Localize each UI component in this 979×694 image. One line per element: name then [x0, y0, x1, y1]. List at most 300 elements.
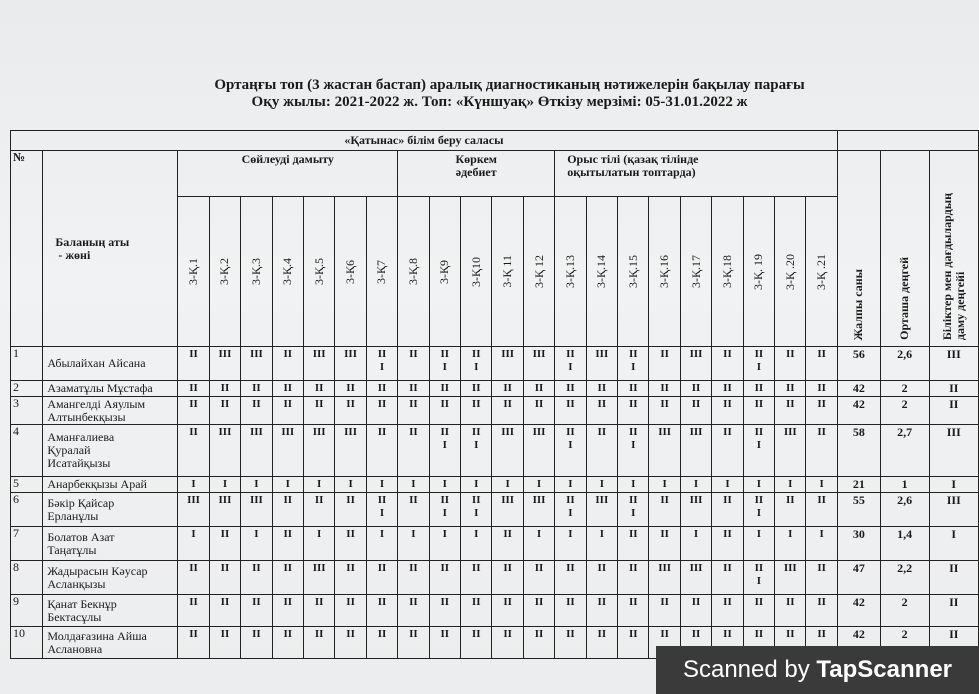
table-row — [11, 397, 979, 425]
row-number: 6 — [11, 493, 43, 527]
level-cell: I — [335, 477, 366, 493]
level-cell: II — [461, 595, 492, 627]
level-cell: II — [178, 561, 209, 595]
document-subtitle: Оқу жылы: 2021-2022 ж. Топ: «Күншуақ» Өткізу мерзімі: 05-31.01.2022 ж — [251, 94, 748, 110]
table-row — [11, 477, 979, 493]
level-cell: II — [461, 397, 492, 425]
row-number: 10 — [11, 627, 43, 659]
level-cell: II — [335, 381, 366, 397]
level-cell: I — [555, 477, 586, 493]
level-result-cell: III — [929, 347, 978, 381]
level-cell: II — [712, 425, 743, 477]
level-cell: II — [523, 627, 554, 659]
level-cell: II — [272, 381, 303, 397]
criterion-code-header: 3-Қ.3 — [241, 197, 272, 347]
criterion-code-header: 3-Қ.16 — [649, 197, 680, 347]
table-row — [11, 381, 979, 397]
level-cell: II — [335, 493, 366, 527]
level-cell: I — [712, 477, 743, 493]
level-cell: I — [523, 477, 554, 493]
level-cell: II — [712, 381, 743, 397]
group-header-russian: Орыс тілі (қазақ тілінде оқытылатын топтарда) — [555, 151, 838, 197]
level-cell: I — [429, 527, 460, 561]
level-cell: II — [335, 397, 366, 425]
level-cell: II I — [555, 425, 586, 477]
level-cell: II — [335, 627, 366, 659]
level-cell: II — [272, 561, 303, 595]
row-number: 7 — [11, 527, 43, 561]
level-cell: II — [461, 627, 492, 659]
criterion-code-header: 3-Қ.2 — [209, 197, 240, 347]
level-cell: I — [743, 527, 774, 561]
level-cell: II — [649, 493, 680, 527]
level-cell: II — [618, 527, 649, 561]
level-result-cell: II — [929, 397, 978, 425]
level-cell: II — [775, 595, 806, 627]
level-cell: II — [303, 397, 334, 425]
level-cell: II — [398, 397, 429, 425]
level-cell: II — [806, 425, 837, 477]
level-cell: I — [303, 477, 334, 493]
level-cell: I — [649, 477, 680, 493]
total-header: Жалпы саны — [837, 151, 880, 347]
level-cell: III — [272, 425, 303, 477]
level-cell: II — [806, 627, 837, 659]
level-cell: II — [806, 397, 837, 425]
child-name: Азаматұлы Мұстафа — [43, 381, 178, 397]
level-cell: II — [492, 561, 523, 595]
level-cell: II — [209, 627, 240, 659]
level-cell: II — [398, 381, 429, 397]
level-cell: II — [366, 627, 397, 659]
level-cell: III — [303, 561, 334, 595]
level-cell: II — [241, 627, 272, 659]
level-cell: II — [241, 561, 272, 595]
level-cell: II — [178, 381, 209, 397]
level-cell: I — [461, 527, 492, 561]
level-cell: I — [586, 527, 617, 561]
level-cell: II — [743, 627, 774, 659]
level-cell: II I — [743, 561, 774, 595]
level-cell: III — [209, 425, 240, 477]
level-cell: II — [272, 627, 303, 659]
level-cell: II — [398, 493, 429, 527]
level-cell: II — [649, 397, 680, 425]
level-cell: I — [775, 477, 806, 493]
criterion-code-header: 3-Қ.13 — [555, 197, 586, 347]
level-cell: II I — [555, 347, 586, 381]
level-cell: III — [209, 493, 240, 527]
level-cell: II — [775, 627, 806, 659]
level-cell: III — [335, 425, 366, 477]
average-cell: 1 — [880, 477, 929, 493]
level-cell: III — [209, 347, 240, 381]
level-cell: II — [712, 627, 743, 659]
level-header: Біліктер мен дағдылардың даму деңгейі — [929, 151, 978, 347]
child-name: Абылайхан Айсана — [43, 347, 178, 381]
level-cell: II I — [366, 493, 397, 527]
level-cell: II — [680, 381, 711, 397]
level-cell: II — [775, 381, 806, 397]
row-number: 3 — [11, 397, 43, 425]
level-cell: II — [241, 595, 272, 627]
average-cell: 2,2 — [880, 561, 929, 595]
child-name: Болатов Азат Таңатұлы — [43, 527, 178, 561]
level-cell: II — [618, 381, 649, 397]
total-cell: 42 — [837, 397, 880, 425]
level-cell: II — [712, 397, 743, 425]
level-cell: III — [523, 425, 554, 477]
level-cell: III — [492, 493, 523, 527]
level-cell: II I — [618, 347, 649, 381]
level-cell: I — [241, 527, 272, 561]
criterion-code-header: 3-Қ. 19 — [743, 197, 774, 347]
level-cell: II — [398, 425, 429, 477]
criterion-code-header: 3-Қ .20 — [775, 197, 806, 347]
criterion-code-header: 3-Қ.14 — [586, 197, 617, 347]
level-cell: II — [555, 627, 586, 659]
level-cell: II I — [618, 425, 649, 477]
level-cell: I — [806, 477, 837, 493]
level-cell: I — [680, 527, 711, 561]
level-result-cell: I — [929, 477, 978, 493]
level-cell: II — [272, 595, 303, 627]
level-cell: I — [178, 477, 209, 493]
num-header: № — [11, 151, 43, 347]
level-cell: II — [303, 381, 334, 397]
level-cell: II — [712, 493, 743, 527]
level-cell: II — [618, 595, 649, 627]
row-number: 2 — [11, 381, 43, 397]
level-cell: II — [712, 561, 743, 595]
level-cell: I — [366, 477, 397, 493]
average-cell: 2 — [880, 627, 929, 659]
level-cell: II — [523, 381, 554, 397]
level-result-cell: III — [929, 425, 978, 477]
level-cell: II — [461, 381, 492, 397]
level-cell: II I — [461, 493, 492, 527]
level-cell: II — [209, 397, 240, 425]
table-row — [11, 561, 979, 595]
level-cell: I — [303, 527, 334, 561]
level-cell: III — [492, 347, 523, 381]
level-cell: II — [209, 527, 240, 561]
level-cell: II — [366, 425, 397, 477]
level-cell: II — [523, 561, 554, 595]
level-result-cell: II — [929, 561, 978, 595]
level-cell: III — [241, 425, 272, 477]
total-cell: 42 — [837, 595, 880, 627]
level-result-cell: II — [929, 595, 978, 627]
level-cell: I — [775, 527, 806, 561]
criterion-code-header: 3-Қ 12 — [523, 197, 554, 347]
level-cell: III — [680, 493, 711, 527]
level-cell: I — [461, 477, 492, 493]
level-cell: II — [366, 397, 397, 425]
level-cell: II — [335, 595, 366, 627]
level-cell: II — [743, 595, 774, 627]
level-cell: II — [775, 493, 806, 527]
level-cell: II — [743, 381, 774, 397]
level-result-cell: II — [929, 381, 978, 397]
criterion-code-header: 3-Қ9 — [429, 197, 460, 347]
level-cell: II — [523, 595, 554, 627]
level-cell: II — [492, 527, 523, 561]
level-cell: II — [272, 397, 303, 425]
level-cell: III — [303, 425, 334, 477]
child-name: Анарбекқызы Арай — [43, 477, 178, 493]
criterion-code-header: 3-Қ.8 — [398, 197, 429, 347]
tapscanner-watermark: Scanned by TapScanner — [656, 646, 979, 694]
level-cell: II — [586, 397, 617, 425]
row-number: 9 — [11, 595, 43, 627]
level-cell: II — [366, 381, 397, 397]
criterion-code-header: 3-Қ.18 — [712, 197, 743, 347]
level-cell: I — [523, 527, 554, 561]
level-cell: II — [272, 527, 303, 561]
level-cell: II — [429, 595, 460, 627]
level-cell: III — [523, 493, 554, 527]
level-cell: II — [303, 627, 334, 659]
level-cell: II — [492, 627, 523, 659]
average-cell: 2 — [880, 397, 929, 425]
child-name: Қанат Бекнұр Бектасұлы — [43, 595, 178, 627]
level-cell: II — [555, 595, 586, 627]
level-cell: II — [775, 347, 806, 381]
total-cell: 42 — [837, 627, 880, 659]
level-cell: I — [743, 477, 774, 493]
level-cell: II — [806, 493, 837, 527]
table-row — [11, 595, 979, 627]
criterion-code-header: 3-Қ7 — [366, 197, 397, 347]
level-cell: I — [398, 527, 429, 561]
level-cell: II — [398, 561, 429, 595]
level-cell: II — [366, 561, 397, 595]
level-cell: II — [586, 561, 617, 595]
level-cell: II — [680, 397, 711, 425]
level-cell: III — [680, 347, 711, 381]
level-cell: II — [712, 595, 743, 627]
group-header-literature: Көркем әдебиет — [398, 151, 555, 197]
level-cell: II — [429, 397, 460, 425]
level-cell: II — [649, 347, 680, 381]
level-cell: II — [209, 561, 240, 595]
level-cell: II I — [743, 425, 774, 477]
group-header-speech: Сөйлеуді дамыту — [178, 151, 398, 197]
level-cell: II — [680, 627, 711, 659]
average-cell: 1,4 — [880, 527, 929, 561]
level-cell: III — [523, 347, 554, 381]
level-cell: II — [429, 381, 460, 397]
level-cell: II — [806, 347, 837, 381]
level-cell: II — [178, 627, 209, 659]
level-cell: II — [586, 595, 617, 627]
level-cell: III — [680, 425, 711, 477]
level-cell: III — [335, 347, 366, 381]
level-cell: I — [272, 477, 303, 493]
level-cell: II — [618, 561, 649, 595]
level-cell: II — [555, 397, 586, 425]
total-cell: 56 — [837, 347, 880, 381]
level-cell: II — [398, 627, 429, 659]
level-cell: II I — [618, 493, 649, 527]
level-cell: II — [366, 595, 397, 627]
criterion-code-header: 3-Қ.17 — [680, 197, 711, 347]
criterion-code-header: 3-Қ.4 — [272, 197, 303, 347]
total-cell: 42 — [837, 381, 880, 397]
average-cell: 2 — [880, 381, 929, 397]
child-name: Амангелді Аяулым Алтынбекқызы — [43, 397, 178, 425]
child-name: Жадырасын Кәусар Асланқызы — [43, 561, 178, 595]
total-cell: 58 — [837, 425, 880, 477]
level-cell: I — [555, 527, 586, 561]
table-row — [11, 527, 979, 561]
level-cell: III — [178, 493, 209, 527]
level-result-cell: II — [929, 627, 978, 659]
level-cell: II — [806, 561, 837, 595]
level-result-cell: III — [929, 493, 978, 527]
level-cell: II — [429, 627, 460, 659]
level-cell: III — [775, 561, 806, 595]
criterion-code-header: 3-Қ6 — [335, 197, 366, 347]
level-cell: I — [586, 477, 617, 493]
level-cell: I — [366, 527, 397, 561]
level-cell: II — [178, 595, 209, 627]
level-cell: III — [492, 425, 523, 477]
document-title: Ортаңғы топ (3 жастан бастап) аралық диагностиканың нәтижелерін бақылау парағы — [214, 77, 805, 93]
level-cell: III — [586, 347, 617, 381]
level-cell: II — [178, 425, 209, 477]
row-number: 1 — [11, 347, 43, 381]
average-cell: 2,7 — [880, 425, 929, 477]
level-cell: II — [335, 527, 366, 561]
level-cell: II — [649, 595, 680, 627]
area-header: «Қатынас» білім беру саласы — [11, 131, 838, 151]
level-cell: II — [272, 347, 303, 381]
level-cell: II — [178, 347, 209, 381]
criterion-code-header: 3-Қ.1 — [178, 197, 209, 347]
level-cell: II — [398, 595, 429, 627]
level-cell: II I — [743, 347, 774, 381]
level-cell: I — [429, 477, 460, 493]
total-cell: 47 — [837, 561, 880, 595]
level-cell: II I — [461, 347, 492, 381]
level-cell: II — [555, 381, 586, 397]
table-row — [11, 347, 979, 381]
level-cell: III — [241, 493, 272, 527]
level-cell: I — [492, 477, 523, 493]
level-cell: II — [429, 561, 460, 595]
level-cell: II — [555, 561, 586, 595]
level-cell: I — [806, 527, 837, 561]
row-number: 5 — [11, 477, 43, 493]
criterion-code-header: 3-Қ.5 — [303, 197, 334, 347]
level-cell: II — [680, 595, 711, 627]
level-cell: II — [618, 397, 649, 425]
row-number: 8 — [11, 561, 43, 595]
level-cell: II — [806, 595, 837, 627]
total-cell: 21 — [837, 477, 880, 493]
level-cell: III — [241, 347, 272, 381]
level-cell: III — [586, 493, 617, 527]
level-cell: III — [649, 561, 680, 595]
level-cell: II I — [429, 493, 460, 527]
level-cell: II I — [429, 347, 460, 381]
level-cell: II — [492, 595, 523, 627]
level-cell: II — [712, 527, 743, 561]
level-cell: II — [649, 381, 680, 397]
level-cell: II I — [743, 493, 774, 527]
diagnostic-table — [10, 130, 979, 659]
level-cell: I — [398, 477, 429, 493]
level-cell: II — [523, 397, 554, 425]
level-cell: II — [209, 595, 240, 627]
level-cell: II — [712, 347, 743, 381]
level-cell: II I — [461, 425, 492, 477]
level-cell: III — [303, 347, 334, 381]
average-header: Орташа деңгей — [880, 151, 929, 347]
level-cell: I — [178, 527, 209, 561]
level-cell: II — [335, 561, 366, 595]
level-cell: II — [492, 397, 523, 425]
level-cell: I — [618, 477, 649, 493]
table-row — [11, 493, 979, 527]
level-cell: II I — [429, 425, 460, 477]
average-cell: 2,6 — [880, 347, 929, 381]
level-cell: I — [680, 477, 711, 493]
name-header: Баланың аты - жөні — [43, 151, 178, 347]
level-cell: III — [775, 425, 806, 477]
level-cell: I — [241, 477, 272, 493]
total-cell: 30 — [837, 527, 880, 561]
level-cell: I — [209, 477, 240, 493]
level-cell: II — [461, 561, 492, 595]
criterion-code-header: 3-Қ .21 — [806, 197, 837, 347]
level-cell: II — [272, 493, 303, 527]
child-name: Бәкір Қайсар Ерланұлы — [43, 493, 178, 527]
level-cell: II — [178, 397, 209, 425]
level-cell: III — [649, 425, 680, 477]
total-cell: 55 — [837, 493, 880, 527]
child-name: Аманғалиева Қуралай Исатайқызы — [43, 425, 178, 477]
level-cell: II — [241, 397, 272, 425]
level-cell: II — [775, 397, 806, 425]
row-number: 4 — [11, 425, 43, 477]
level-cell: II — [209, 381, 240, 397]
criterion-code-header: 3-Қ.15 — [618, 197, 649, 347]
average-cell: 2,6 — [880, 493, 929, 527]
child-name: Молдағазина Айша Аслановна — [43, 627, 178, 659]
level-cell: II — [241, 381, 272, 397]
level-result-cell: I — [929, 527, 978, 561]
level-cell: II — [649, 527, 680, 561]
average-cell: 2 — [880, 595, 929, 627]
level-cell: II — [806, 381, 837, 397]
level-cell: II — [586, 381, 617, 397]
level-cell: II — [586, 425, 617, 477]
level-cell: II I — [366, 347, 397, 381]
criterion-code-header: 3-Қ10 — [461, 197, 492, 347]
level-cell: II — [492, 381, 523, 397]
level-cell: III — [680, 561, 711, 595]
level-cell: II I — [555, 493, 586, 527]
level-cell: II — [743, 397, 774, 425]
level-cell: II — [398, 347, 429, 381]
level-cell: II — [649, 627, 680, 659]
level-cell: II — [618, 627, 649, 659]
table-row — [11, 425, 979, 477]
criterion-code-header: 3-Қ 11 — [492, 197, 523, 347]
